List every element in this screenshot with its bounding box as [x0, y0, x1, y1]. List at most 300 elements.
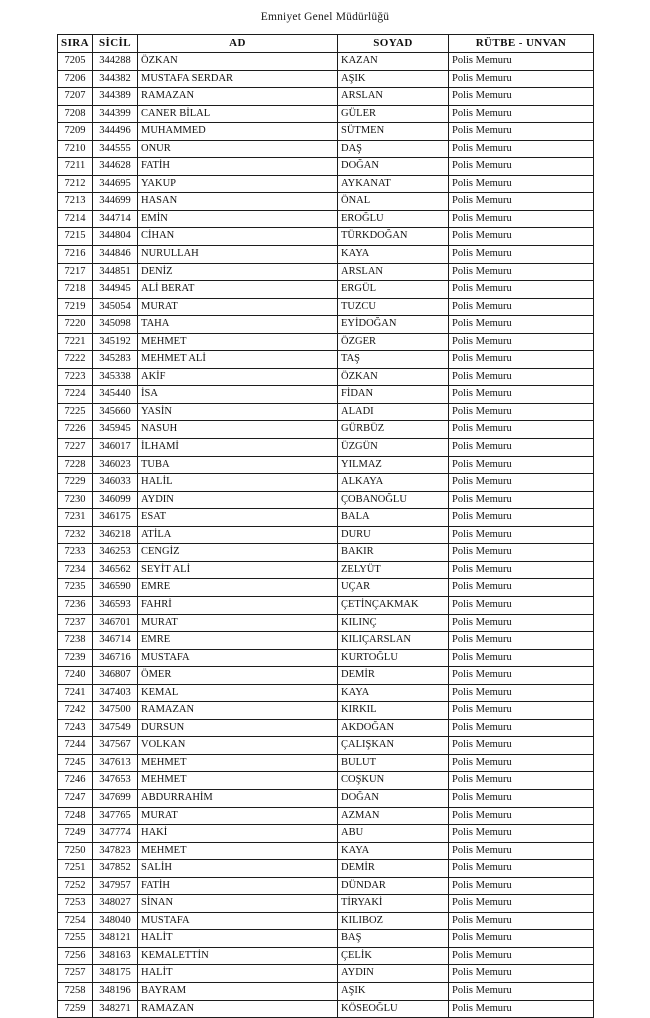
cell-sira: 7208 — [58, 105, 93, 123]
cell-rutbe: Polis Memuru — [449, 439, 594, 457]
column-header-rutbe: RÜTBE - UNVAN — [449, 35, 594, 53]
table-row — [58, 246, 594, 264]
cell-sira: 7248 — [58, 807, 93, 825]
cell-rutbe: Polis Memuru — [449, 807, 594, 825]
cell-sira: 7224 — [58, 386, 93, 404]
roster-table-container — [57, 34, 593, 1018]
table-row — [58, 491, 594, 509]
table-row — [58, 298, 594, 316]
cell-soyad: GÜRBÜZ — [338, 421, 449, 439]
cell-rutbe: Polis Memuru — [449, 772, 594, 790]
table-row — [58, 526, 594, 544]
cell-rutbe: Polis Memuru — [449, 263, 594, 281]
cell-sicil: 347613 — [93, 754, 138, 772]
cell-rutbe: Polis Memuru — [449, 596, 594, 614]
cell-soyad: DAŞ — [338, 140, 449, 158]
table-row — [58, 982, 594, 1000]
cell-soyad: ÜZGÜN — [338, 439, 449, 457]
cell-rutbe: Polis Memuru — [449, 930, 594, 948]
cell-ad: HALİT — [138, 965, 338, 983]
table-row — [58, 228, 594, 246]
cell-sicil: 344714 — [93, 210, 138, 228]
table-row — [58, 842, 594, 860]
cell-sira: 7219 — [58, 298, 93, 316]
cell-sira: 7247 — [58, 789, 93, 807]
cell-rutbe: Polis Memuru — [449, 947, 594, 965]
cell-sira: 7217 — [58, 263, 93, 281]
cell-rutbe: Polis Memuru — [449, 88, 594, 106]
cell-rutbe: Polis Memuru — [449, 158, 594, 176]
cell-sicil: 346023 — [93, 456, 138, 474]
cell-ad: TUBA — [138, 456, 338, 474]
cell-rutbe: Polis Memuru — [449, 403, 594, 421]
cell-ad: CİHAN — [138, 228, 338, 246]
cell-soyad: EROĞLU — [338, 210, 449, 228]
cell-sira: 7231 — [58, 509, 93, 527]
table-row — [58, 895, 594, 913]
cell-sira: 7237 — [58, 614, 93, 632]
cell-ad: HAKİ — [138, 825, 338, 843]
cell-sira: 7227 — [58, 439, 93, 457]
table-row — [58, 772, 594, 790]
table-row — [58, 123, 594, 141]
cell-sicil: 344288 — [93, 53, 138, 71]
table-row — [58, 632, 594, 650]
cell-ad: FATİH — [138, 877, 338, 895]
cell-ad: RAMAZAN — [138, 88, 338, 106]
cell-soyad: ALADI — [338, 403, 449, 421]
cell-sicil: 345098 — [93, 316, 138, 334]
cell-rutbe: Polis Memuru — [449, 386, 594, 404]
cell-sicil: 345192 — [93, 333, 138, 351]
cell-ad: HALİL — [138, 474, 338, 492]
cell-ad: NURULLAH — [138, 246, 338, 264]
table-row — [58, 684, 594, 702]
cell-rutbe: Polis Memuru — [449, 105, 594, 123]
cell-sicil: 344496 — [93, 123, 138, 141]
cell-sicil: 345338 — [93, 368, 138, 386]
cell-soyad: ÇALIŞKAN — [338, 737, 449, 755]
cell-ad: DENİZ — [138, 263, 338, 281]
cell-rutbe: Polis Memuru — [449, 281, 594, 299]
table-row — [58, 456, 594, 474]
cell-sira: 7216 — [58, 246, 93, 264]
cell-sicil: 346590 — [93, 579, 138, 597]
cell-sicil: 344846 — [93, 246, 138, 264]
cell-sira: 7240 — [58, 667, 93, 685]
cell-rutbe: Polis Memuru — [449, 754, 594, 772]
column-header-sicil: SİCİL — [93, 35, 138, 53]
cell-ad: FATİH — [138, 158, 338, 176]
cell-sira: 7253 — [58, 895, 93, 913]
cell-ad: KEMAL — [138, 684, 338, 702]
cell-rutbe: Polis Memuru — [449, 246, 594, 264]
cell-ad: HASAN — [138, 193, 338, 211]
table-row — [58, 439, 594, 457]
cell-soyad: KAYA — [338, 842, 449, 860]
cell-sira: 7254 — [58, 912, 93, 930]
table-row — [58, 860, 594, 878]
cell-ad: ÖZKAN — [138, 53, 338, 71]
cell-soyad: COŞKUN — [338, 772, 449, 790]
cell-sicil: 348121 — [93, 930, 138, 948]
cell-sira: 7228 — [58, 456, 93, 474]
cell-ad: ÖMER — [138, 667, 338, 685]
cell-ad: ALİ BERAT — [138, 281, 338, 299]
cell-rutbe: Polis Memuru — [449, 526, 594, 544]
cell-rutbe: Polis Memuru — [449, 912, 594, 930]
page-title: Emniyet Genel Müdürlüğü — [260, 11, 390, 23]
cell-soyad: FİDAN — [338, 386, 449, 404]
table-row — [58, 947, 594, 965]
table-row — [58, 175, 594, 193]
cell-sicil: 346033 — [93, 474, 138, 492]
table-row — [58, 70, 594, 88]
cell-sicil: 344695 — [93, 175, 138, 193]
cell-sira: 7257 — [58, 965, 93, 983]
cell-soyad: TİRYAKİ — [338, 895, 449, 913]
cell-sira: 7239 — [58, 649, 93, 667]
table-row — [58, 544, 594, 562]
cell-soyad: ÇETİNÇAKMAK — [338, 596, 449, 614]
cell-sira: 7244 — [58, 737, 93, 755]
cell-rutbe: Polis Memuru — [449, 175, 594, 193]
cell-rutbe: Polis Memuru — [449, 895, 594, 913]
cell-soyad: KILIÇARSLAN — [338, 632, 449, 650]
cell-rutbe: Polis Memuru — [449, 210, 594, 228]
cell-sira: 7245 — [58, 754, 93, 772]
cell-rutbe: Polis Memuru — [449, 1000, 594, 1018]
table-row — [58, 509, 594, 527]
table-row — [58, 386, 594, 404]
cell-rutbe: Polis Memuru — [449, 351, 594, 369]
cell-sira: 7205 — [58, 53, 93, 71]
cell-soyad: KILIBOZ — [338, 912, 449, 930]
cell-soyad: ÖNAL — [338, 193, 449, 211]
table-row — [58, 579, 594, 597]
cell-sira: 7222 — [58, 351, 93, 369]
table-row — [58, 825, 594, 843]
cell-ad: RAMAZAN — [138, 1000, 338, 1018]
table-row — [58, 158, 594, 176]
cell-ad: MUSTAFA — [138, 649, 338, 667]
cell-rutbe: Polis Memuru — [449, 877, 594, 895]
column-header-soyad: SOYAD — [338, 35, 449, 53]
cell-sira: 7235 — [58, 579, 93, 597]
table-row — [58, 789, 594, 807]
cell-sicil: 347957 — [93, 877, 138, 895]
cell-ad: İLHAMİ — [138, 439, 338, 457]
table-row — [58, 930, 594, 948]
cell-soyad: SÜTMEN — [338, 123, 449, 141]
cell-sira: 7238 — [58, 632, 93, 650]
cell-ad: EMİN — [138, 210, 338, 228]
cell-rutbe: Polis Memuru — [449, 333, 594, 351]
column-header-sira: SIRA — [58, 35, 93, 53]
cell-rutbe: Polis Memuru — [449, 140, 594, 158]
cell-soyad: ÖZKAN — [338, 368, 449, 386]
cell-ad: MURAT — [138, 614, 338, 632]
table-row — [58, 368, 594, 386]
cell-soyad: ÇELİK — [338, 947, 449, 965]
cell-rutbe: Polis Memuru — [449, 860, 594, 878]
cell-ad: KEMALETTİN — [138, 947, 338, 965]
cell-sira: 7215 — [58, 228, 93, 246]
cell-sicil: 346253 — [93, 544, 138, 562]
cell-ad: EMRE — [138, 579, 338, 597]
cell-sicil: 346714 — [93, 632, 138, 650]
cell-sira: 7241 — [58, 684, 93, 702]
cell-ad: MEHMET — [138, 333, 338, 351]
cell-sicil: 346701 — [93, 614, 138, 632]
cell-soyad: ABU — [338, 825, 449, 843]
cell-rutbe: Polis Memuru — [449, 632, 594, 650]
cell-ad: DURSUN — [138, 719, 338, 737]
cell-rutbe: Polis Memuru — [449, 842, 594, 860]
cell-sira: 7234 — [58, 561, 93, 579]
cell-ad: NASUH — [138, 421, 338, 439]
cell-soyad: GÜLER — [338, 105, 449, 123]
table-row — [58, 316, 594, 334]
cell-ad: MEHMET — [138, 772, 338, 790]
cell-soyad: KÖSEOĞLU — [338, 1000, 449, 1018]
cell-soyad: TUZCU — [338, 298, 449, 316]
table-row — [58, 965, 594, 983]
cell-soyad: ARSLAN — [338, 263, 449, 281]
cell-soyad: KURTOĞLU — [338, 649, 449, 667]
cell-ad: CANER BİLAL — [138, 105, 338, 123]
table-row — [58, 561, 594, 579]
cell-sicil: 347765 — [93, 807, 138, 825]
cell-ad: ATİLA — [138, 526, 338, 544]
cell-rutbe: Polis Memuru — [449, 789, 594, 807]
cell-sira: 7230 — [58, 491, 93, 509]
cell-sira: 7226 — [58, 421, 93, 439]
cell-sicil: 344628 — [93, 158, 138, 176]
cell-rutbe: Polis Memuru — [449, 509, 594, 527]
cell-sira: 7256 — [58, 947, 93, 965]
cell-soyad: KIRKIL — [338, 702, 449, 720]
table-row — [58, 702, 594, 720]
cell-sicil: 346175 — [93, 509, 138, 527]
cell-ad: SEYİT ALİ — [138, 561, 338, 579]
cell-sira: 7249 — [58, 825, 93, 843]
cell-sicil: 345283 — [93, 351, 138, 369]
cell-rutbe: Polis Memuru — [449, 561, 594, 579]
table-row — [58, 877, 594, 895]
cell-sicil: 346593 — [93, 596, 138, 614]
cell-sicil: 347403 — [93, 684, 138, 702]
cell-sicil: 345440 — [93, 386, 138, 404]
table-row — [58, 351, 594, 369]
cell-sira: 7243 — [58, 719, 93, 737]
cell-soyad: EYİDOĞAN — [338, 316, 449, 334]
cell-rutbe: Polis Memuru — [449, 474, 594, 492]
cell-sicil: 347852 — [93, 860, 138, 878]
cell-ad: MUHAMMED — [138, 123, 338, 141]
column-header-ad: AD — [138, 35, 338, 53]
table-row — [58, 737, 594, 755]
cell-sicil: 346807 — [93, 667, 138, 685]
cell-soyad: UÇAR — [338, 579, 449, 597]
cell-ad: TAHA — [138, 316, 338, 334]
cell-soyad: ÖZGER — [338, 333, 449, 351]
cell-ad: RAMAZAN — [138, 702, 338, 720]
cell-sicil: 347823 — [93, 842, 138, 860]
cell-soyad: AYDIN — [338, 965, 449, 983]
cell-rutbe: Polis Memuru — [449, 684, 594, 702]
cell-sicil: 346099 — [93, 491, 138, 509]
cell-soyad: KAYA — [338, 684, 449, 702]
cell-sira: 7252 — [58, 877, 93, 895]
cell-sicil: 348175 — [93, 965, 138, 983]
cell-sicil: 344399 — [93, 105, 138, 123]
table-row — [58, 281, 594, 299]
table-row — [58, 912, 594, 930]
cell-ad: VOLKAN — [138, 737, 338, 755]
cell-soyad: DEMİR — [338, 667, 449, 685]
cell-soyad: DEMİR — [338, 860, 449, 878]
cell-rutbe: Polis Memuru — [449, 737, 594, 755]
cell-ad: AYDIN — [138, 491, 338, 509]
cell-ad: MUSTAFA — [138, 912, 338, 930]
cell-soyad: DÜNDAR — [338, 877, 449, 895]
cell-rutbe: Polis Memuru — [449, 702, 594, 720]
cell-rutbe: Polis Memuru — [449, 649, 594, 667]
cell-sira: 7236 — [58, 596, 93, 614]
cell-soyad: KILINÇ — [338, 614, 449, 632]
cell-rutbe: Polis Memuru — [449, 491, 594, 509]
cell-rutbe: Polis Memuru — [449, 70, 594, 88]
cell-ad: MEHMET — [138, 842, 338, 860]
cell-sicil: 348163 — [93, 947, 138, 965]
cell-rutbe: Polis Memuru — [449, 965, 594, 983]
cell-sira: 7251 — [58, 860, 93, 878]
cell-sicil: 346716 — [93, 649, 138, 667]
cell-sira: 7225 — [58, 403, 93, 421]
personnel-roster-table — [57, 34, 594, 1018]
cell-rutbe: Polis Memuru — [449, 719, 594, 737]
table-row — [58, 403, 594, 421]
cell-sira: 7255 — [58, 930, 93, 948]
cell-sicil: 345660 — [93, 403, 138, 421]
cell-sicil: 344699 — [93, 193, 138, 211]
cell-soyad: DOĞAN — [338, 158, 449, 176]
table-row — [58, 421, 594, 439]
cell-ad: MUSTAFA SERDAR — [138, 70, 338, 88]
cell-ad: MURAT — [138, 807, 338, 825]
cell-sira: 7206 — [58, 70, 93, 88]
cell-soyad: BAKIR — [338, 544, 449, 562]
cell-rutbe: Polis Memuru — [449, 421, 594, 439]
cell-sicil: 344804 — [93, 228, 138, 246]
cell-soyad: DURU — [338, 526, 449, 544]
table-row — [58, 105, 594, 123]
cell-soyad: KAZAN — [338, 53, 449, 71]
cell-sira: 7246 — [58, 772, 93, 790]
table-row — [58, 53, 594, 71]
table-row — [58, 754, 594, 772]
table-header — [58, 35, 594, 53]
cell-sicil: 348027 — [93, 895, 138, 913]
cell-sicil: 345054 — [93, 298, 138, 316]
table-row — [58, 333, 594, 351]
cell-sicil: 344851 — [93, 263, 138, 281]
table-row — [58, 193, 594, 211]
cell-ad: YAKUP — [138, 175, 338, 193]
cell-sicil: 347774 — [93, 825, 138, 843]
cell-ad: İSA — [138, 386, 338, 404]
cell-sira: 7213 — [58, 193, 93, 211]
cell-ad: SALİH — [138, 860, 338, 878]
cell-sira: 7223 — [58, 368, 93, 386]
cell-sira: 7233 — [58, 544, 93, 562]
cell-sira: 7242 — [58, 702, 93, 720]
cell-soyad: AŞIK — [338, 70, 449, 88]
cell-sira: 7211 — [58, 158, 93, 176]
cell-soyad: ZELYÜT — [338, 561, 449, 579]
cell-sira: 7214 — [58, 210, 93, 228]
cell-soyad: AKDOĞAN — [338, 719, 449, 737]
cell-soyad: ALKAYA — [338, 474, 449, 492]
cell-rutbe: Polis Memuru — [449, 316, 594, 334]
cell-rutbe: Polis Memuru — [449, 123, 594, 141]
table-row — [58, 474, 594, 492]
cell-rutbe: Polis Memuru — [449, 193, 594, 211]
table-row — [58, 263, 594, 281]
cell-sicil: 345945 — [93, 421, 138, 439]
cell-sira: 7207 — [58, 88, 93, 106]
table-row — [58, 807, 594, 825]
table-row — [58, 88, 594, 106]
cell-sicil: 347567 — [93, 737, 138, 755]
cell-sira: 7209 — [58, 123, 93, 141]
cell-soyad: KAYA — [338, 246, 449, 264]
cell-sicil: 347653 — [93, 772, 138, 790]
cell-ad: ABDURRAHİM — [138, 789, 338, 807]
cell-sira: 7221 — [58, 333, 93, 351]
cell-soyad: TÜRKDOĞAN — [338, 228, 449, 246]
cell-sicil: 348271 — [93, 1000, 138, 1018]
cell-sicil: 347500 — [93, 702, 138, 720]
cell-sira: 7250 — [58, 842, 93, 860]
table-row — [58, 649, 594, 667]
table-row — [58, 140, 594, 158]
cell-soyad: BULUT — [338, 754, 449, 772]
cell-ad: EMRE — [138, 632, 338, 650]
cell-ad: MURAT — [138, 298, 338, 316]
table-row — [58, 596, 594, 614]
cell-ad: FAHRİ — [138, 596, 338, 614]
cell-rutbe: Polis Memuru — [449, 579, 594, 597]
cell-rutbe: Polis Memuru — [449, 456, 594, 474]
cell-rutbe: Polis Memuru — [449, 982, 594, 1000]
cell-sira: 7210 — [58, 140, 93, 158]
cell-sicil: 347549 — [93, 719, 138, 737]
cell-soyad: ARSLAN — [338, 88, 449, 106]
table-row — [58, 719, 594, 737]
cell-sira: 7259 — [58, 1000, 93, 1018]
cell-sira: 7258 — [58, 982, 93, 1000]
cell-sicil: 346562 — [93, 561, 138, 579]
cell-sicil: 348196 — [93, 982, 138, 1000]
table-header-row — [58, 35, 594, 53]
cell-ad: ONUR — [138, 140, 338, 158]
cell-rutbe: Polis Memuru — [449, 614, 594, 632]
cell-soyad: BALA — [338, 509, 449, 527]
cell-ad: HALİT — [138, 930, 338, 948]
table-row — [58, 614, 594, 632]
